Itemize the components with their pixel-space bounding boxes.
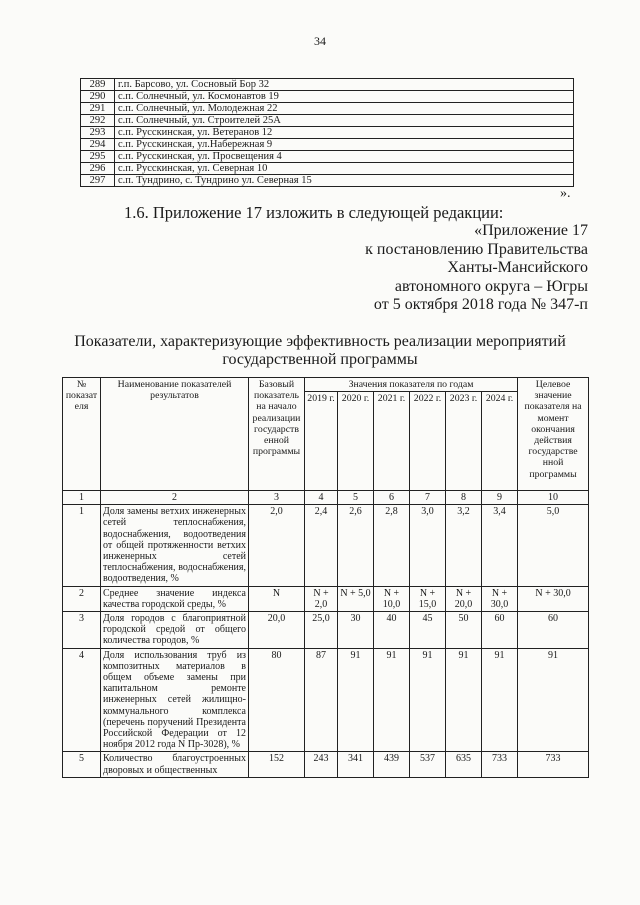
indicator-value: 30	[338, 612, 374, 649]
header-year: 2021 г.	[374, 392, 410, 491]
indicator-name: Доля городов с благоприятной городской средой от общего количества городов, %	[101, 612, 249, 649]
table-row	[81, 139, 574, 151]
table-title-line-1: Показатели, характеризующие эффективность реализации мероприятий	[74, 333, 566, 350]
indicator-value: 91	[482, 648, 518, 752]
indicator-value: N + 5,0	[338, 586, 374, 611]
indicator-value: 733	[482, 752, 518, 777]
indicator-value: 91	[410, 648, 446, 752]
table-row	[81, 163, 574, 175]
indicator-value: 3,2	[446, 505, 482, 586]
table-row	[81, 115, 574, 127]
header-row	[63, 378, 589, 392]
appendix-line-1: «Приложение 17	[474, 222, 588, 239]
closing-quote: ».	[560, 186, 571, 201]
column-number: 10	[518, 491, 589, 505]
indicator-value: N + 30,0	[482, 586, 518, 611]
row-number: 290	[81, 91, 115, 103]
address-cell: с.п. Солнечный, ул. Космонавтов 19	[115, 91, 574, 103]
indicator-value: 3,0	[410, 505, 446, 586]
indicator-value: 25,0	[305, 612, 338, 649]
header-base: Базовый показатель на начало реализации государств енной программы	[249, 378, 305, 491]
indicator-base: 80	[249, 648, 305, 752]
indicator-value: 341	[338, 752, 374, 777]
address-table	[80, 78, 574, 187]
indicator-value: 3,4	[482, 505, 518, 586]
indicator-value: 60	[482, 612, 518, 649]
table-row	[63, 752, 589, 777]
indicator-value: 45	[410, 612, 446, 649]
page-number: 34	[314, 34, 326, 48]
address-cell: с.п. Солнечный, ул. Строителей 25А	[115, 115, 574, 127]
indicator-target: 733	[518, 752, 589, 777]
header-target: Целевое значение показателя на момент окончания действия государстве нной программы	[518, 378, 589, 491]
indicator-target: 91	[518, 648, 589, 752]
column-number: 6	[374, 491, 410, 505]
indicator-value: 2,8	[374, 505, 410, 586]
indicator-value: N + 15,0	[410, 586, 446, 611]
row-number: 295	[81, 151, 115, 163]
address-cell: с.п. Русскинская, ул. Ветеранов 12	[115, 127, 574, 139]
address-cell: с.п. Тундрино, с. Тундрино ул. Северная 15	[115, 175, 574, 187]
indicator-value: 537	[410, 752, 446, 777]
column-number: 1	[63, 491, 101, 505]
address-cell: с.п. Русскинская, ул. Северная 10	[115, 163, 574, 175]
table-row	[81, 79, 574, 91]
amendment-heading: 1.6. Приложение 17 изложить в следующей редакции:	[124, 203, 504, 222]
column-number: 2	[101, 491, 249, 505]
header-year: 2024 г.	[482, 392, 518, 491]
table-row	[63, 505, 589, 586]
row-number: 296	[81, 163, 115, 175]
indicator-value: 50	[446, 612, 482, 649]
column-number-row	[63, 491, 589, 505]
row-number: 291	[81, 103, 115, 115]
indicator-number: 3	[63, 612, 101, 649]
appendix-line-4: автономного округа – Югры	[394, 278, 588, 295]
row-number: 294	[81, 139, 115, 151]
indicator-base: 152	[249, 752, 305, 777]
indicator-value: 243	[305, 752, 338, 777]
indicator-value: 40	[374, 612, 410, 649]
header-year: 2022 г.	[410, 392, 446, 491]
table-row	[81, 91, 574, 103]
indicator-name: Среднее значение индекса качества городской среды, %	[101, 586, 249, 611]
appendix-line-3: Ханты-Мансийского	[447, 259, 588, 276]
header-year: 2020 г.	[338, 392, 374, 491]
appendix-line-2: к постановлению Правительства	[365, 241, 588, 258]
indicator-number: 5	[63, 752, 101, 777]
header-years-group: Значения показателя по годам	[305, 378, 518, 392]
address-cell: с.п. Русскинская, ул.Набережная 9	[115, 139, 574, 151]
table-row	[63, 612, 589, 649]
appendix-line-5: от 5 октября 2018 года № 347-п	[373, 296, 588, 313]
table-title-line-2: государственной программы	[222, 351, 418, 368]
indicator-value: N + 10,0	[374, 586, 410, 611]
indicators-table	[62, 377, 589, 778]
indicator-value: 2,4	[305, 505, 338, 586]
table-row	[81, 151, 574, 163]
table-row	[81, 175, 574, 187]
indicator-number: 4	[63, 648, 101, 752]
row-number: 293	[81, 127, 115, 139]
column-number: 3	[249, 491, 305, 505]
indicator-number: 1	[63, 505, 101, 586]
indicator-name: Доля замены ветхих инженерных сетей теплоснабжения, водоснабжения, водоотведения от общей протяженности ветхих инженерных сетей теплоснабжения, водоснабжения, водоотведения, %	[101, 505, 249, 586]
indicator-value: 2,6	[338, 505, 374, 586]
column-number: 7	[410, 491, 446, 505]
indicator-value: 91	[338, 648, 374, 752]
address-cell: г.п. Барсово, ул. Сосновый Бор 32	[115, 79, 574, 91]
indicator-target: 5,0	[518, 505, 589, 586]
address-cell: с.п. Солнечный, ул. Молодежная 22	[115, 103, 574, 115]
indicator-value: 87	[305, 648, 338, 752]
header-year: 2019 г.	[305, 392, 338, 491]
indicator-value: 439	[374, 752, 410, 777]
address-cell: с.п. Русскинская, ул. Просвещения 4	[115, 151, 574, 163]
column-number: 5	[338, 491, 374, 505]
table-row	[63, 648, 589, 752]
row-number: 289	[81, 79, 115, 91]
table-row	[81, 127, 574, 139]
header-name: Наименование показателей результатов	[101, 378, 249, 491]
header-year: 2023 г.	[446, 392, 482, 491]
indicator-value: 635	[446, 752, 482, 777]
indicator-target: N + 30,0	[518, 586, 589, 611]
indicator-base: 20,0	[249, 612, 305, 649]
indicator-base: 2,0	[249, 505, 305, 586]
row-number: 292	[81, 115, 115, 127]
indicator-value: N + 2,0	[305, 586, 338, 611]
header-number: № показат еля	[63, 378, 101, 491]
column-number: 4	[305, 491, 338, 505]
indicator-base: N	[249, 586, 305, 611]
row-number: 297	[81, 175, 115, 187]
table-row	[81, 103, 574, 115]
indicator-value: N + 20,0	[446, 586, 482, 611]
indicator-number: 2	[63, 586, 101, 611]
indicator-name: Доля использования труб из композитных материалов в общем объеме замены при капитальном ремонте инженерных сетей жилищно-коммунального комплекса (перечень поручений Президента Российской Федерации от 12 ноября 2012 года N Пр-3028), %	[101, 648, 249, 752]
indicator-name: Количество благоустроенных дворовых и общественных	[101, 752, 249, 777]
indicator-value: 91	[446, 648, 482, 752]
indicator-target: 60	[518, 612, 589, 649]
indicator-value: 91	[374, 648, 410, 752]
table-row	[63, 586, 589, 611]
column-number: 9	[482, 491, 518, 505]
column-number: 8	[446, 491, 482, 505]
